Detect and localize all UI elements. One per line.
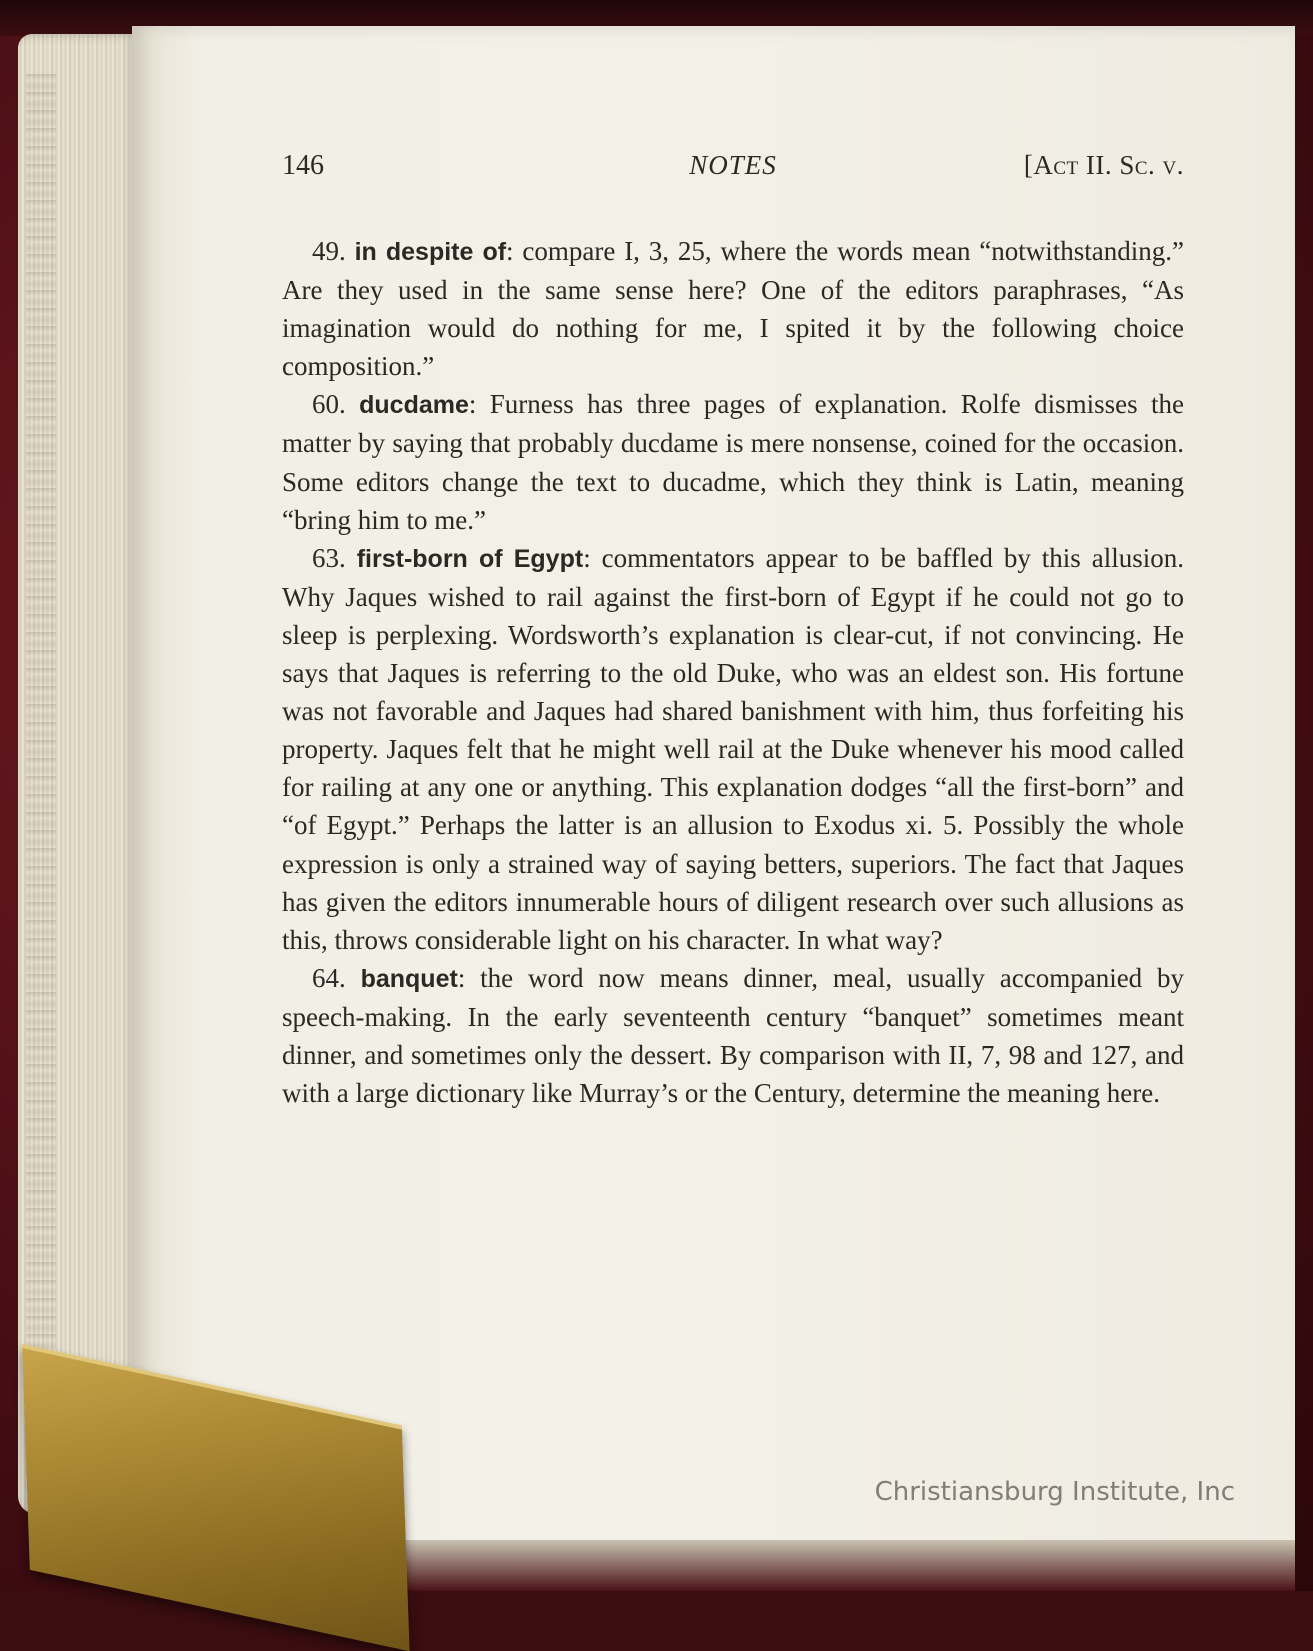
page-header xyxy=(282,150,1184,190)
page-number: 146 xyxy=(282,150,324,181)
notes-body xyxy=(282,232,1184,1112)
note-text: : compare I, 3, 25, where the words mean “notwithstanding.” Are they used in the same sense here? One of the editors paraphrases, “As imagination would do nothing for me, I spited it by the following choice composition.” xyxy=(282,236,1185,382)
note-term: in despite of xyxy=(354,238,507,266)
watermark: Christiansburg Institute, Inc xyxy=(874,1477,1235,1507)
note-49 xyxy=(282,232,1184,385)
note-63 xyxy=(282,539,1184,959)
note-number: 60. xyxy=(312,389,346,420)
note-text: : Furness has three pages of explanation. Rolfe dismisses the matter by saying that probably ducdame is mere nonsense, coined for the occasion. Some editors change the text to ducadme, which they think is Latin, meaning “bring him to me.” xyxy=(282,389,1184,535)
note-number: 64. xyxy=(312,962,346,993)
note-term: first-born of Egypt xyxy=(356,544,584,573)
act-reference: [Act II. Sc. v. xyxy=(1023,150,1184,180)
note-60 xyxy=(282,385,1184,538)
note-text: : commentators appear to be baffled by this allusion. Why Jaques wished to rail against the first-born of Egypt if he could not go to sleep is perplexing. Wordsworth’s explanation is clear-cut, if not convincing. He says that Jaques is referring to the old Duke, who was an eldest son. His fortune was not favorable and Jaques had shared banishment with him, thus forfeiting his property. Jaques felt that he might well rail at the Duke whenever his mood called for railing at any one or anything. This explanation dodges “all the first-born” and “of Egypt.” Perhaps the latter is an allusion to Exodus xi. 5. Possibly the whole expression is only a strained way of saying betters, superiors. The fact that Jaques has given the editors innumerable hours of diligent research over such allusions as this, throws considerable light on his character. In what way? xyxy=(282,542,1185,955)
note-number: 49. xyxy=(312,236,346,266)
page-edges xyxy=(18,34,138,1514)
note-term: banquet xyxy=(360,964,458,993)
running-head: NOTES xyxy=(689,150,777,180)
note-term: ducdame xyxy=(359,391,469,420)
note-64 xyxy=(282,959,1184,1112)
note-number: 63. xyxy=(312,542,346,573)
note-text: : the word now means dinner, meal, usually accompanied by speech-making. In the early seventeenth century “banquet” sometimes meant dinner, and sometimes only the dessert. By comparison with II, 7, 98 and 127, and with a large dictionary like Murray’s or the Century, determine the meaning here. xyxy=(282,962,1185,1109)
page-text xyxy=(282,150,1184,1112)
